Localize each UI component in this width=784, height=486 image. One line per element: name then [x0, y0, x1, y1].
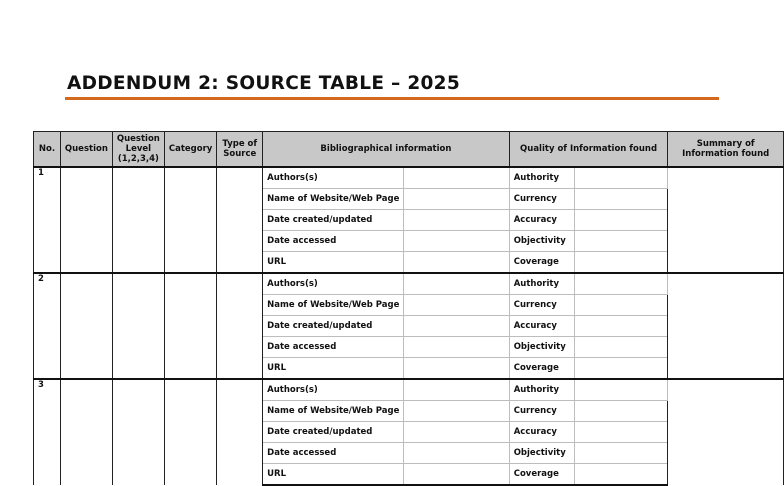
header-type-of-source: Type of Source [217, 132, 263, 168]
entry-number: 1 [34, 167, 61, 273]
type-of-source-cell[interactable] [217, 273, 263, 379]
bib-label: Date accessed [263, 337, 404, 358]
quality-label: Coverage [509, 358, 574, 380]
header-question-level: Question Level (1,2,3,4) [112, 132, 164, 168]
bib-label: Date created/updated [263, 316, 404, 337]
bib-value-cell[interactable] [404, 189, 509, 210]
quality-value-cell[interactable] [574, 295, 668, 316]
bib-value-cell[interactable] [404, 337, 509, 358]
bib-label: Date created/updated [263, 422, 404, 443]
bib-value-cell[interactable] [404, 210, 509, 231]
table-row [34, 273, 784, 295]
source-table [33, 131, 784, 486]
bib-value-cell[interactable] [404, 358, 509, 380]
header-summary: Summary of Information found [668, 132, 784, 168]
page-title: ADDENDUM 2: SOURCE TABLE – 2025 [67, 73, 461, 94]
quality-value-cell[interactable] [574, 316, 668, 337]
title-underline [65, 97, 719, 100]
summary-cell[interactable] [668, 273, 784, 379]
bib-value-cell[interactable] [404, 252, 509, 274]
header-bibliographical: Bibliographical information [263, 132, 510, 168]
bib-value-cell[interactable] [404, 379, 509, 401]
quality-value-cell[interactable] [574, 422, 668, 443]
quality-value-cell[interactable] [574, 167, 668, 189]
quality-label: Accuracy [509, 422, 574, 443]
summary-cell[interactable] [668, 379, 784, 485]
entry-number: 3 [34, 379, 61, 485]
quality-label: Authority [509, 167, 574, 189]
bib-value-cell[interactable] [404, 464, 509, 486]
table-body [34, 167, 784, 485]
quality-value-cell[interactable] [574, 189, 668, 210]
quality-label: Accuracy [509, 316, 574, 337]
quality-value-cell[interactable] [574, 210, 668, 231]
bib-value-cell[interactable] [404, 443, 509, 464]
question-level-cell[interactable] [112, 273, 164, 379]
header-quality: Quality of Information found [509, 132, 668, 168]
table-row [34, 379, 784, 401]
quality-value-cell[interactable] [574, 401, 668, 422]
bib-label: URL [263, 252, 404, 274]
quality-label: Objectivity [509, 231, 574, 252]
bib-value-cell[interactable] [404, 295, 509, 316]
bib-label: URL [263, 464, 404, 486]
quality-label: Authority [509, 273, 574, 295]
question-cell[interactable] [60, 167, 112, 273]
quality-label: Currency [509, 401, 574, 422]
quality-label: Accuracy [509, 210, 574, 231]
bib-label: Date accessed [263, 443, 404, 464]
bib-value-cell[interactable] [404, 316, 509, 337]
quality-label: Coverage [509, 464, 574, 486]
question-level-cell[interactable] [112, 379, 164, 485]
bib-label: URL [263, 358, 404, 380]
quality-value-cell[interactable] [574, 464, 668, 486]
bib-label: Date created/updated [263, 210, 404, 231]
category-cell[interactable] [164, 167, 216, 273]
bib-label: Name of Website/Web Page [263, 401, 404, 422]
quality-value-cell[interactable] [574, 379, 668, 401]
question-cell[interactable] [60, 379, 112, 485]
bib-value-cell[interactable] [404, 231, 509, 252]
bib-label: Name of Website/Web Page [263, 189, 404, 210]
quality-label: Objectivity [509, 337, 574, 358]
bib-label: Name of Website/Web Page [263, 295, 404, 316]
bib-value-cell[interactable] [404, 422, 509, 443]
category-cell[interactable] [164, 379, 216, 485]
type-of-source-cell[interactable] [217, 379, 263, 485]
quality-label: Coverage [509, 252, 574, 274]
header-question: Question [60, 132, 112, 168]
bib-value-cell[interactable] [404, 167, 509, 189]
quality-label: Authority [509, 379, 574, 401]
quality-value-cell[interactable] [574, 443, 668, 464]
quality-value-cell[interactable] [574, 273, 668, 295]
summary-cell[interactable] [668, 167, 784, 273]
bib-label: Authors(s) [263, 273, 404, 295]
question-level-cell[interactable] [112, 167, 164, 273]
header-category: Category [164, 132, 216, 168]
table-header-row [34, 132, 784, 168]
quality-label: Currency [509, 189, 574, 210]
quality-label: Currency [509, 295, 574, 316]
header-no: No. [34, 132, 61, 168]
category-cell[interactable] [164, 273, 216, 379]
quality-value-cell[interactable] [574, 252, 668, 274]
quality-value-cell[interactable] [574, 231, 668, 252]
question-cell[interactable] [60, 273, 112, 379]
quality-value-cell[interactable] [574, 337, 668, 358]
bib-value-cell[interactable] [404, 273, 509, 295]
entry-number: 2 [34, 273, 61, 379]
type-of-source-cell[interactable] [217, 167, 263, 273]
bib-label: Date accessed [263, 231, 404, 252]
bib-value-cell[interactable] [404, 401, 509, 422]
bib-label: Authors(s) [263, 379, 404, 401]
table-row [34, 167, 784, 189]
quality-label: Objectivity [509, 443, 574, 464]
bib-label: Authors(s) [263, 167, 404, 189]
quality-value-cell[interactable] [574, 358, 668, 380]
